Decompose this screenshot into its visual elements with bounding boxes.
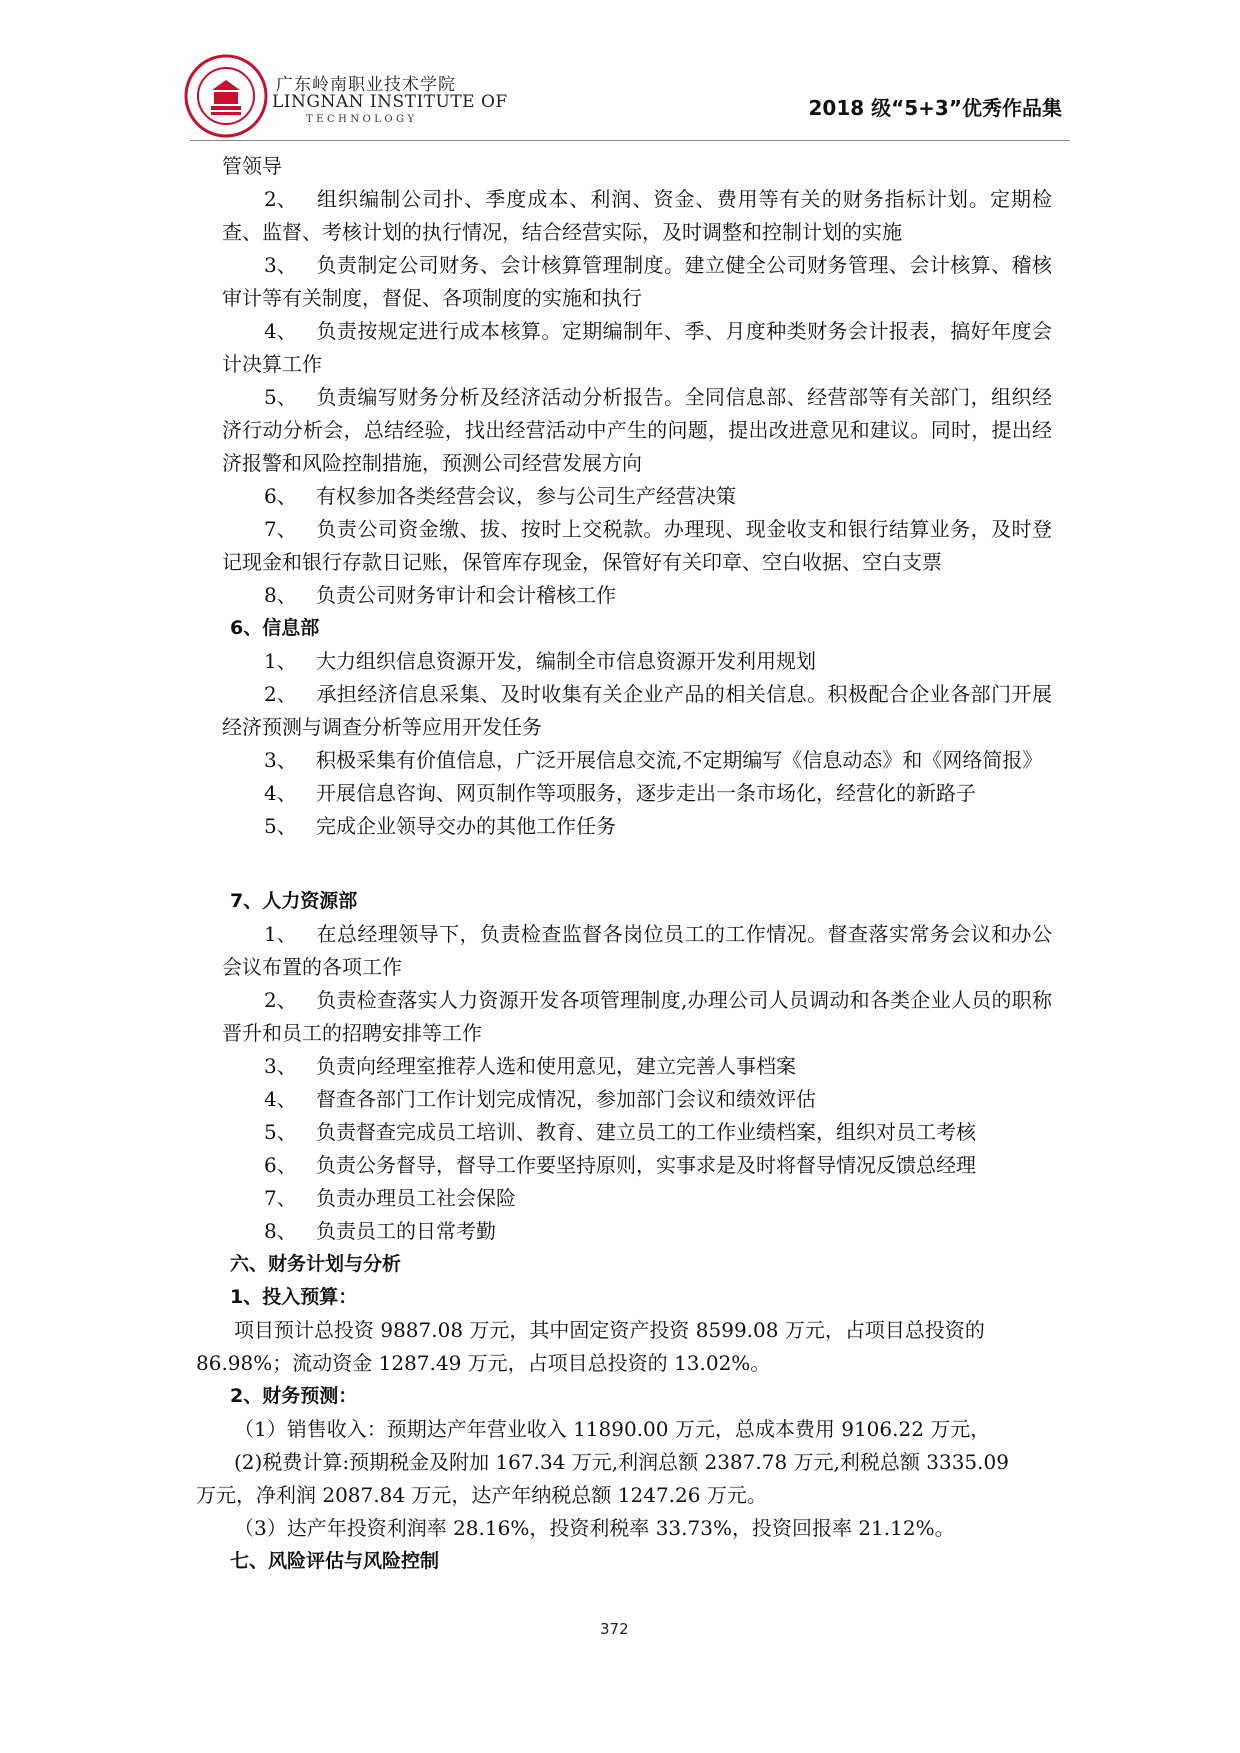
item-text: 完成企业领导交办的其他工作任务 xyxy=(316,814,616,838)
list-item xyxy=(222,249,1052,315)
item-text: 在总经理领导下，负责检查监督各岗位员工的工作情况。督查落实常务会议和办公会议布置的各项工作 xyxy=(222,922,1052,979)
item-number: 3 、 xyxy=(264,744,316,777)
list-item xyxy=(222,918,1052,984)
text-line: 项目预计总投资 9887.08 万元，其中固定资产投资 8599.08 万元，占项目总投资的 xyxy=(234,1318,985,1342)
section-heading-info: 6、信息部 xyxy=(230,617,320,639)
item-text: 有权参加各类经营会议，参与公司生产经营决策 xyxy=(316,484,736,508)
item-number: 8 、 xyxy=(264,579,316,612)
list-item xyxy=(222,744,1052,777)
investment-paragraph xyxy=(196,1314,1052,1380)
item-text: 开展信息咨询、网页制作等项服务，逐步走出一条市场化，经营化的新路子 xyxy=(316,781,976,805)
item-number: 4 、 xyxy=(264,1083,316,1116)
text-line: （3）达产年投资利润率 28.16%，投资利税率 33.73%，投资回报率 21.12%。 xyxy=(234,1516,955,1540)
text-line: (2)税费计算:预期税金及附加 167.34 万元,利润总额 2387.78 万元,利税总额 3335.09 xyxy=(234,1450,1009,1474)
section-heading-hr: 7、人力资源部 xyxy=(230,890,358,912)
list-item xyxy=(222,480,1052,513)
page-header xyxy=(0,0,1240,150)
list-item xyxy=(222,1182,1052,1215)
item-text: 负责按规定进行成本核算。定期编制年、季、月度种类财务会计报表，搞好年度会计决算工作 xyxy=(222,319,1052,376)
header-divider xyxy=(190,140,1070,141)
item-number: 4 、 xyxy=(264,777,316,810)
item-number: 6 、 xyxy=(264,480,316,513)
list-item xyxy=(222,777,1052,810)
item-text: 组织编制公司扑、季度成本、利润、资金、费用等有关的财务指标计划。定期检查、监督、考核计划的执行情况，结合经营实际，及时调整和控制计划的实施 xyxy=(222,187,1052,244)
item-number: 8 、 xyxy=(264,1215,316,1248)
forecast-paragraph-1 xyxy=(222,1413,1052,1446)
item-number: 1 、 xyxy=(264,918,316,951)
school-name-en: LINGNAN INSTITUTE OF xyxy=(272,92,508,112)
school-name-cn: 广东岭南职业技术学院 xyxy=(276,75,456,95)
item-text: 大力组织信息资源开发，编制全市信息资源开发利用规划 xyxy=(316,649,816,673)
page-content xyxy=(196,150,1052,1578)
info-duties-list xyxy=(222,645,1052,843)
list-item xyxy=(222,645,1052,678)
list-item xyxy=(222,984,1052,1050)
item-number: 5 、 xyxy=(264,1116,316,1149)
item-text: 负责检查落实人力资源开发各项管理制度,办理公司人员调动和各类企业人员的职称晋升和员工的招聘安排等工作 xyxy=(222,988,1052,1045)
item-text: 积极采集有价值信息，广泛开展信息交流,不定期编写《信息动态》和《网络简报》 xyxy=(316,748,1043,772)
page-number: 372 xyxy=(600,1620,629,1638)
item-text: 负责公务督导，督导工作要坚持原则，实事求是及时将督导情况反馈总经理 xyxy=(316,1153,976,1177)
list-item xyxy=(222,810,1052,843)
item-text: 负责公司财务审计和会计稽核工作 xyxy=(316,583,616,607)
list-item xyxy=(222,1083,1052,1116)
list-item xyxy=(222,678,1052,744)
item-text: 负责公司资金缴、拔、按时上交税款。办理现、现金收支和银行结算业务，及时登记现金和银行存款日记账，保管库存现金，保管好有关印章、空白收据、空白支票 xyxy=(222,517,1052,574)
item-text: 督查各部门工作计划完成情况，参加部门会议和绩效评估 xyxy=(316,1087,816,1111)
section-heading-financial-plan: 六、财务计划与分析 xyxy=(230,1253,402,1275)
forecast-paragraph-2 xyxy=(196,1446,1052,1512)
hr-duties-list xyxy=(222,918,1052,1248)
item-number: 2 、 xyxy=(264,678,316,711)
school-logo-icon xyxy=(184,54,268,138)
list-item xyxy=(222,1149,1052,1182)
item-text: 承担经济信息采集、及时收集有关企业产品的相关信息。积极配合企业各部门开展经济预测与调查分析等应用开发任务 xyxy=(222,682,1052,739)
item-text: 负责制定公司财务、会计核算管理制度。建立健全公司财务管理、会计核算、稽核审计等有关制度，督促、各项制度的实施和执行 xyxy=(222,253,1052,310)
paragraph-continuation: 管领导 xyxy=(222,154,282,178)
document-title: 2018 级“5+3”优秀作品集 xyxy=(808,96,1062,120)
item-number: 3 、 xyxy=(264,1050,316,1083)
list-item xyxy=(222,1050,1052,1083)
list-item xyxy=(222,513,1052,579)
section-heading-risk: 七、风险评估与风险控制 xyxy=(230,1550,440,1572)
subheading-forecast: 2、财务预测： xyxy=(230,1385,358,1407)
school-name-en-sub: TECHNOLOGY xyxy=(306,114,418,125)
item-text: 负责向经理室推荐人选和使用意见，建立完善人事档案 xyxy=(316,1054,796,1078)
text-line: （1）销售收入：预期达产年营业收入 11890.00 万元，总成本费用 9106.22 万元， xyxy=(234,1417,991,1441)
finance-duties-list xyxy=(222,183,1052,612)
item-text: 负责编写财务分析及经济活动分析报告。全同信息部、经营部等有关部门，组织经济行动分析会，总结经验，找出经营活动中产生的问题，提出改进意见和建议。同时，提出经济报警和风险控制措施，预测公司经营发展方向 xyxy=(222,385,1052,475)
item-number: 6 、 xyxy=(264,1149,316,1182)
item-text: 负责办理员工社会保险 xyxy=(316,1186,516,1210)
list-item xyxy=(222,183,1052,249)
item-number: 4 、 xyxy=(264,315,316,348)
forecast-paragraph-3 xyxy=(222,1512,1052,1545)
item-number: 2 、 xyxy=(264,984,316,1017)
list-item xyxy=(222,579,1052,612)
item-text: 负责员工的日常考勤 xyxy=(316,1219,496,1243)
text-line: 万元，净利润 2087.84 万元，达产年纳税总额 1247.26 万元。 xyxy=(196,1483,767,1507)
item-text: 负责督查完成员工培训、教育、建立员工的工作业绩档案，组织对员工考核 xyxy=(316,1120,976,1144)
item-number: 1 、 xyxy=(264,645,316,678)
list-item xyxy=(222,1215,1052,1248)
list-item xyxy=(222,381,1052,480)
list-item xyxy=(222,315,1052,381)
item-number: 7 、 xyxy=(264,1182,316,1215)
text-line: 86.98%；流动资金 1287.49 万元，占项目总投资的 13.02%。 xyxy=(196,1351,771,1375)
item-number: 5 、 xyxy=(264,810,316,843)
subheading-investment: 1、投入预算： xyxy=(230,1286,358,1308)
item-number: 3 、 xyxy=(264,249,316,282)
item-number: 7 、 xyxy=(264,513,316,546)
item-number: 2 、 xyxy=(264,183,316,216)
item-number: 5 、 xyxy=(264,381,316,414)
list-item xyxy=(222,1116,1052,1149)
